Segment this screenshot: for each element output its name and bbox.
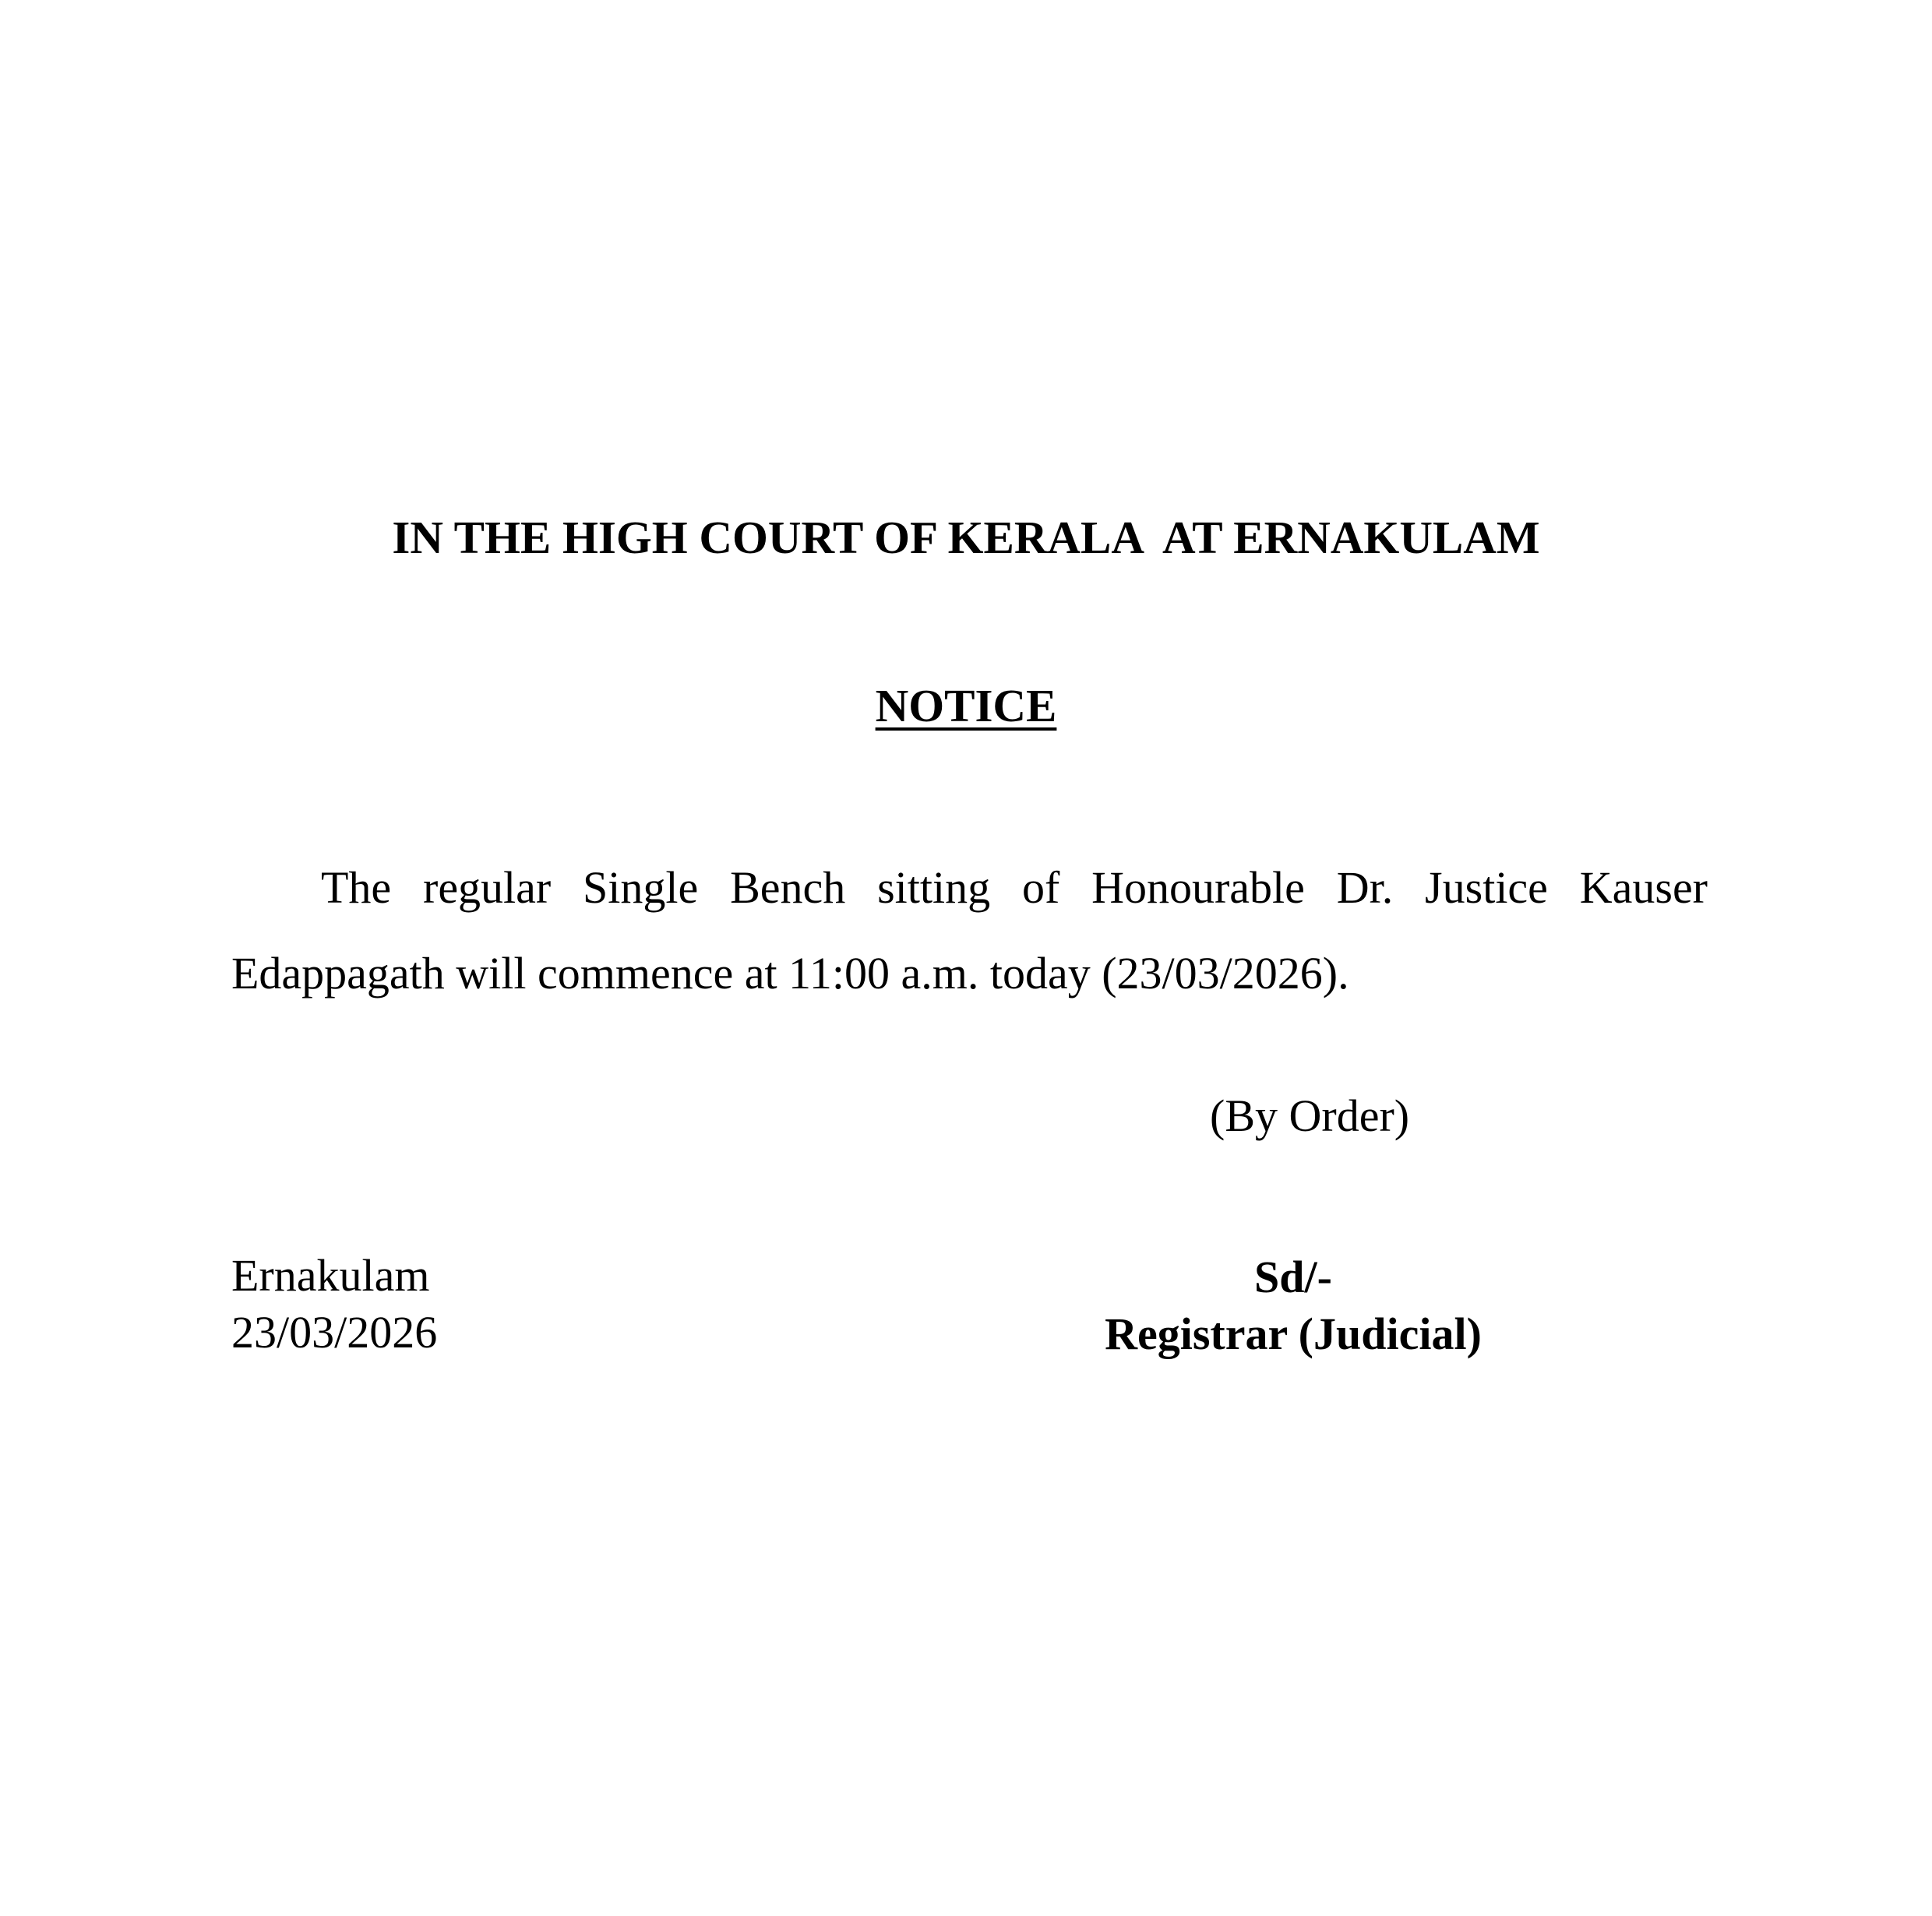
notice-body: The regular Single Bench sitting of Honourable Dr. Justice Kauser Edappagath will commence at 11:00 a.m. today (23/03/2026).: [231, 862, 1708, 999]
court-title: IN THE HIGH COURT OF KERALA AT ERNAKULAM: [392, 512, 1540, 563]
issue-place: Ernakulam: [231, 1250, 430, 1301]
signatory-designation: Registrar (Judicial): [1105, 1308, 1482, 1359]
notice-heading: NOTICE: [875, 680, 1057, 731]
signature-mark: Sd/-: [1254, 1252, 1332, 1302]
signature-block: [1059, 1249, 1527, 1362]
issue-date: 23/03/2026: [231, 1307, 438, 1358]
by-order-text: (By Order): [1210, 1090, 1410, 1141]
